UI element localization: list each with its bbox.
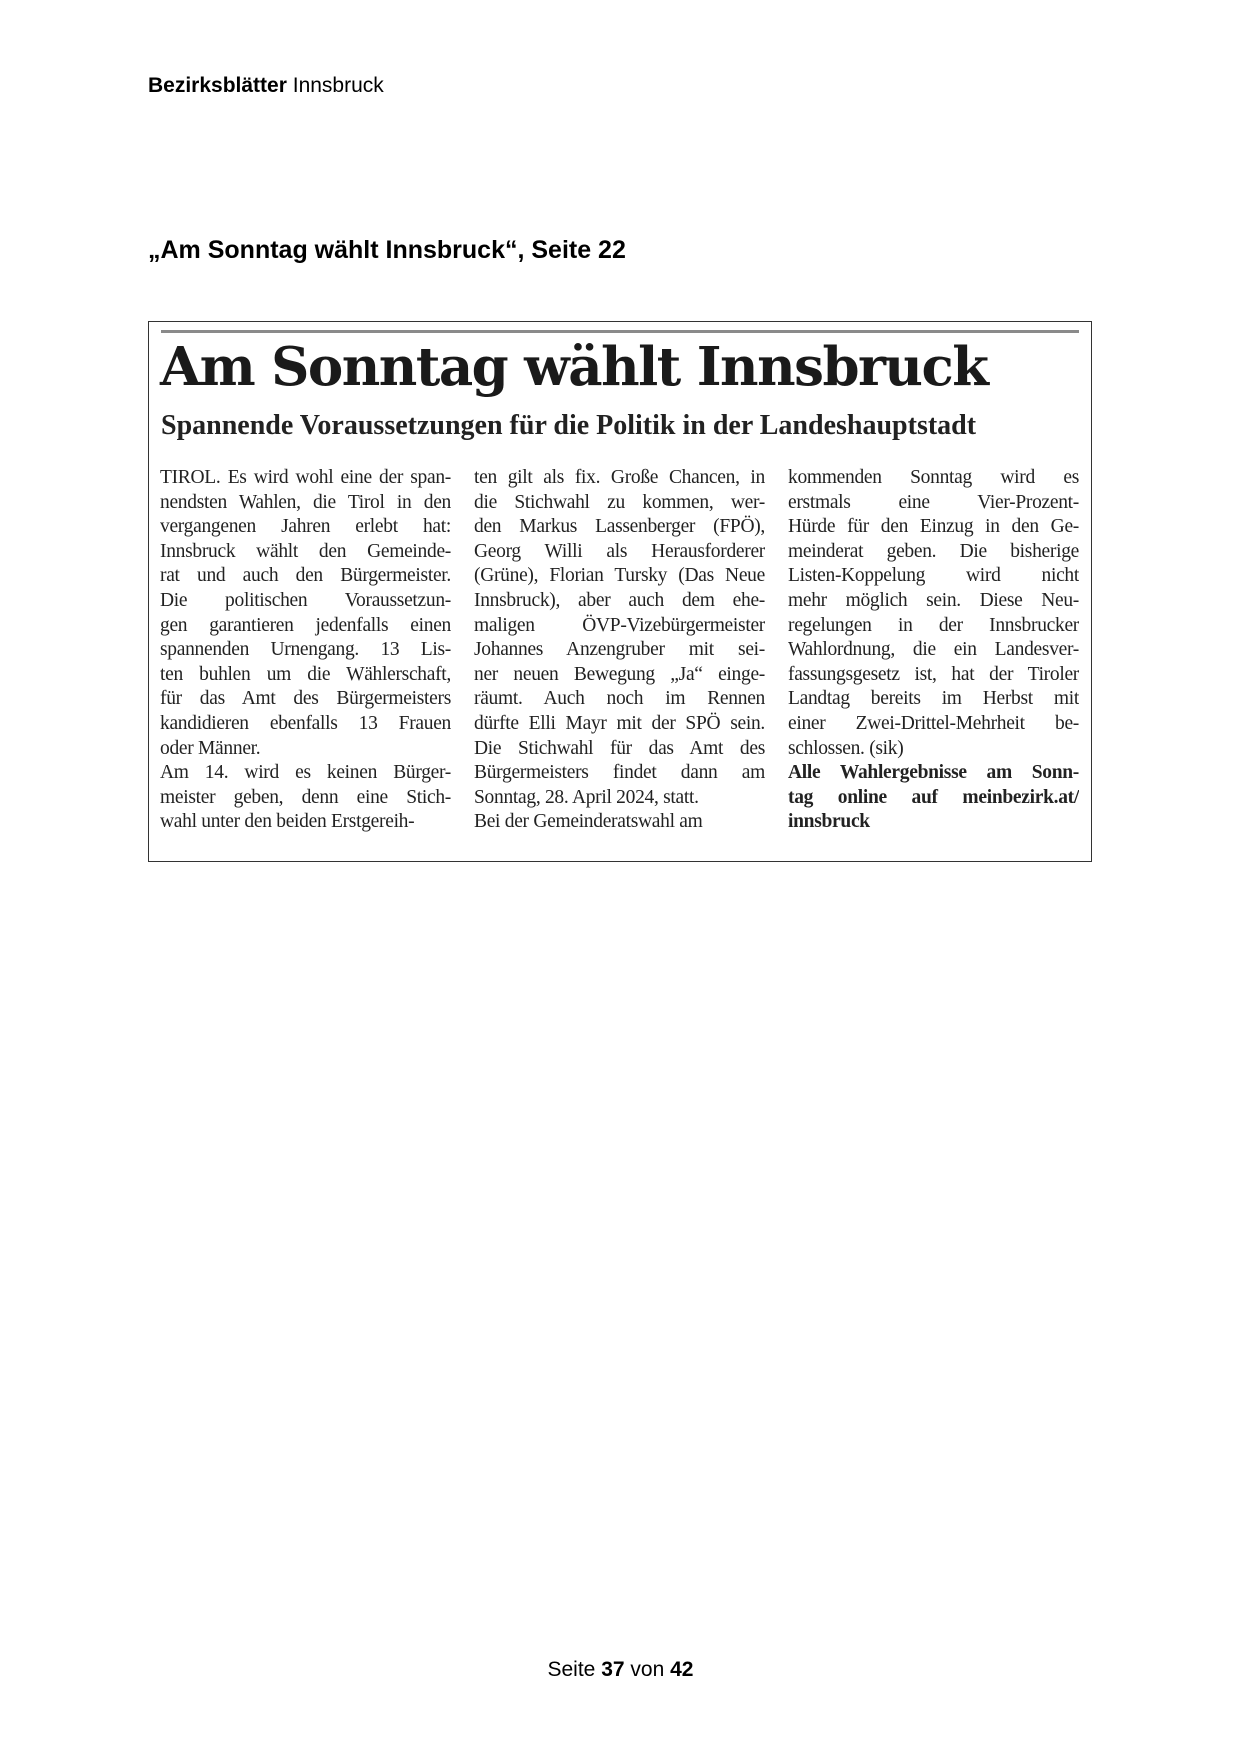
page-total: 42 <box>670 1658 694 1681</box>
column-2 <box>474 466 765 835</box>
text-line: Hürde für den Einzug in den Ge- <box>788 516 1079 538</box>
article-subtitle: Spannende Voraussetzungen für die Politik in der Landeshauptstadt <box>161 410 977 441</box>
text-line: maligen ÖVP-Vizebürgermeister <box>474 614 765 636</box>
text-line: Listen-Koppelung wird nicht <box>788 565 1079 587</box>
text-line: Bürgermeisters findet dann am <box>474 762 765 784</box>
text-line: Am 14. wird es keinen Bürger- <box>160 762 451 784</box>
text-line: mehr möglich sein. Diese Neu- <box>788 589 1079 611</box>
text-line: vergangenen Jahren erlebt hat: <box>160 516 451 538</box>
article-title: Am Sonntag wählt Innsbruck <box>160 336 988 398</box>
column-3-text <box>788 466 1079 761</box>
text-line: Georg Willi als Herausforderer <box>474 540 765 562</box>
text-line: den Markus Lassenberger (FPÖ), <box>474 516 765 538</box>
text-line: Alle Wahlergebnisse am Sonn- <box>788 762 1079 784</box>
text-line: dürfte Elli Mayr mit der SPÖ sein. <box>474 712 765 734</box>
text-line: schlossen. (sik) <box>788 737 904 759</box>
text-line: Die politischen Voraussetzun- <box>160 589 451 611</box>
text-line: rat und auch den Bürgermeister. <box>160 565 451 587</box>
text-line: regelungen in der Innsbrucker <box>788 614 1079 636</box>
publication-region: Innsbruck <box>292 74 384 97</box>
text-line: meister geben, denn eine Stich- <box>160 786 451 808</box>
text-line: räumt. Auch noch im Rennen <box>474 688 765 710</box>
text-line: Bei der Gemeinderatswahl am <box>474 811 703 833</box>
page-number: 37 <box>601 1658 625 1681</box>
text-line: ten gilt als fix. Große Chancen, in <box>474 467 765 488</box>
footer-prefix: Seite <box>547 1658 596 1681</box>
online-results-note <box>788 761 1079 835</box>
text-line: Landtag bereits im Herbst mit <box>788 688 1079 710</box>
publication-name: Bezirksblätter <box>148 74 287 97</box>
publication-header <box>148 74 384 98</box>
article-reference: „Am Sonntag wählt Innsbruck“, Seite 22 <box>148 236 626 264</box>
text-line: ten buhlen um die Wählerschaft, <box>160 663 451 685</box>
text-line: innsbruck <box>788 811 870 833</box>
page-footer <box>0 1658 1241 1682</box>
text-line: TIROL. Es wird wohl eine der span- <box>160 467 451 488</box>
column-3 <box>788 466 1079 835</box>
text-line: fassungsgesetz ist, hat der Tiroler <box>788 663 1079 685</box>
top-rule <box>161 330 1079 333</box>
text-line: Sonntag, 28. April 2024, statt. <box>474 786 699 808</box>
text-line: meinderat geben. Die bisherige <box>788 540 1079 562</box>
text-line: gen garantieren jedenfalls einen <box>160 614 451 636</box>
text-line: für das Amt des Bürgermeisters <box>160 688 451 710</box>
text-line: Innsbruck wählt den Gemeinde- <box>160 540 451 562</box>
text-line: oder Männer. <box>160 737 261 759</box>
text-line: ner neuen Bewegung „Ja“ einge- <box>474 663 765 685</box>
text-line: wahl unter den beiden Erstgereih- <box>160 811 415 833</box>
column-1 <box>160 466 451 835</box>
text-line: tag online auf meinbezirk.at/ <box>788 786 1079 808</box>
text-line: die Stichwahl zu kommen, wer- <box>474 491 765 513</box>
text-line: nendsten Wahlen, die Tirol in den <box>160 491 451 513</box>
footer-middle: von <box>630 1658 665 1681</box>
text-line: erstmals eine Vier-Prozent- <box>788 491 1079 513</box>
text-line: kommenden Sonntag wird es <box>788 467 1079 488</box>
text-line: Wahlordnung, die ein Landesver- <box>788 639 1079 661</box>
text-line: spannenden Urnengang. 13 Lis- <box>160 639 451 661</box>
text-line: kandidieren ebenfalls 13 Frauen <box>160 712 451 734</box>
article-clipping <box>148 321 1092 862</box>
text-line: einer Zwei-Drittel-Mehrheit be- <box>788 712 1079 734</box>
text-line: (Grüne), Florian Tursky (Das Neue <box>474 565 765 587</box>
text-line: Die Stichwahl für das Amt des <box>474 737 765 759</box>
text-line: Johannes Anzengruber mit sei- <box>474 639 765 661</box>
text-line: Innsbruck), aber auch dem ehe- <box>474 589 765 611</box>
